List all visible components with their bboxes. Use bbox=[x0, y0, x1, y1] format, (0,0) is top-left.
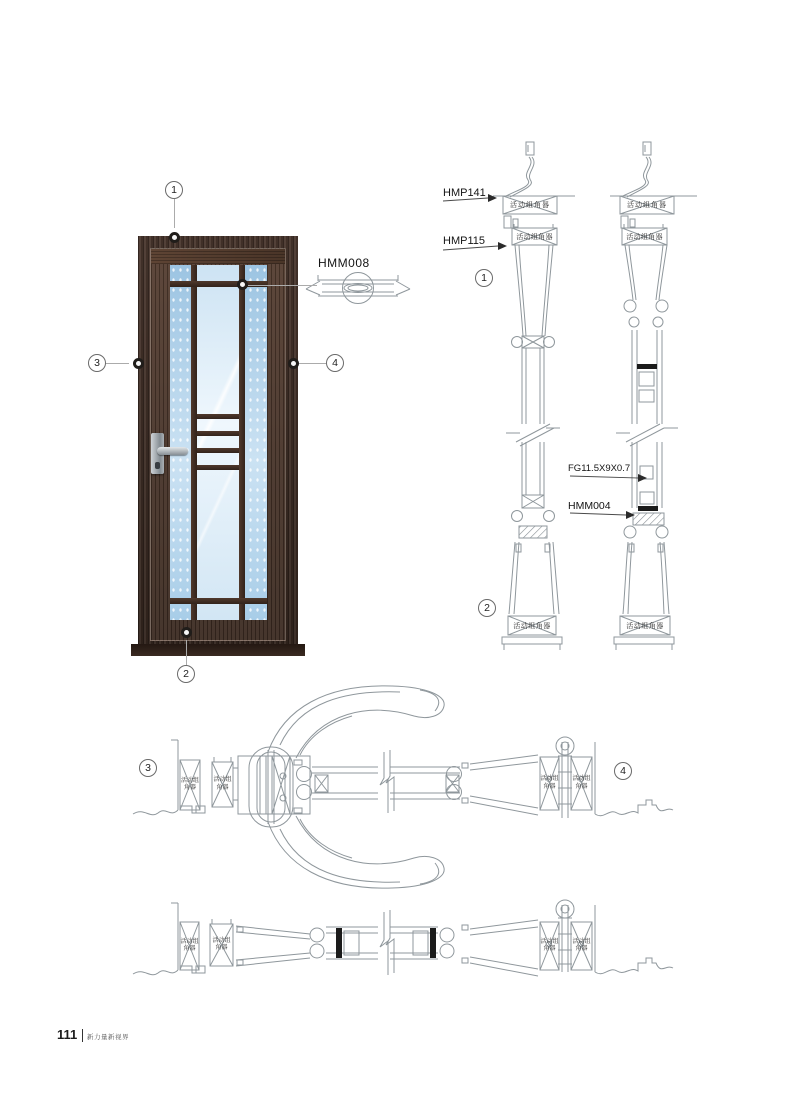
label-hmm004: HMM004 bbox=[568, 500, 611, 512]
label-hmm008: HMM008 bbox=[318, 256, 370, 270]
corner-connector-label: 活动组角器 bbox=[626, 622, 664, 630]
muntin-horizontal-bottom bbox=[170, 598, 267, 604]
muntin-horizontal-top bbox=[170, 281, 267, 287]
callout-2-number: 2 bbox=[183, 668, 189, 680]
muntin-detail-drawing bbox=[306, 273, 410, 304]
callout-1-section bbox=[475, 269, 493, 287]
door-keyhole bbox=[155, 462, 160, 469]
callout-3-number: 3 bbox=[94, 357, 100, 369]
corner-connector-label: 活动组角器 bbox=[513, 622, 551, 630]
footer-brand-text: 新力量新视界 bbox=[87, 1034, 129, 1041]
callout-4-section bbox=[614, 762, 632, 780]
label-glazing-bead: FG11.5X9X0.7 bbox=[568, 463, 631, 474]
corner-connector-label: 活动组角器 bbox=[626, 233, 663, 241]
anchor-dot-3 bbox=[133, 358, 144, 369]
callout-1-elevation bbox=[165, 181, 183, 199]
corner-connector-label: 活动组角器 bbox=[213, 777, 232, 791]
vertical-section-b bbox=[610, 142, 697, 650]
callout-4-number: 4 bbox=[332, 357, 338, 369]
anchor-dot-1 bbox=[169, 232, 180, 243]
anchor-dot-2 bbox=[181, 627, 192, 638]
leader-line-4 bbox=[299, 363, 326, 364]
footer-divider bbox=[82, 1029, 83, 1042]
corner-connector-label: 活动组角器 bbox=[212, 937, 231, 951]
corner-connector-label: 活动组角器 bbox=[540, 776, 559, 790]
leader-line-3 bbox=[106, 363, 129, 364]
leader-line-2 bbox=[186, 640, 187, 665]
glass-center-panel bbox=[197, 265, 239, 620]
callout-2-elevation bbox=[177, 665, 195, 683]
callout-1-number: 1 bbox=[171, 184, 177, 196]
door-sill bbox=[131, 644, 305, 656]
muntin-ladder-bar bbox=[197, 448, 239, 453]
corner-connector-label: 活动组角器 bbox=[180, 938, 199, 952]
corner-connector-label: 活动组角器 bbox=[540, 938, 559, 952]
callout-2-section-number: 2 bbox=[484, 602, 490, 614]
muntin-vertical-right bbox=[239, 265, 245, 620]
muntin-vertical-left bbox=[191, 265, 197, 620]
callout-3-section bbox=[139, 759, 157, 777]
door-top-rail bbox=[151, 249, 285, 264]
corner-connector-label: 活动组角器 bbox=[572, 776, 591, 790]
anchor-dot-4 bbox=[288, 358, 299, 369]
callout-4-elevation bbox=[326, 354, 344, 372]
vertical-section-a bbox=[493, 142, 575, 650]
muntin-ladder-bar bbox=[197, 431, 239, 436]
callout-4-section-number: 4 bbox=[620, 765, 626, 777]
label-hmp115: HMP115 bbox=[443, 235, 485, 247]
muntin-ladder-bar bbox=[197, 414, 239, 419]
corner-connector-label: 活动组角器 bbox=[516, 233, 553, 241]
corner-connector-label: 活动组角器 bbox=[510, 202, 550, 209]
muntin-ladder-bar bbox=[197, 465, 239, 470]
callout-3-elevation bbox=[88, 354, 106, 372]
door-handle-lever bbox=[157, 447, 188, 455]
footer-page-number: 111 bbox=[57, 1027, 78, 1042]
corner-connector-label: 活动组角器 bbox=[180, 777, 199, 791]
label-hmp141: HMP141 bbox=[443, 187, 486, 199]
leader-line-1 bbox=[174, 199, 175, 228]
callout-3-section-number: 3 bbox=[145, 762, 151, 774]
callout-2-section bbox=[478, 599, 496, 617]
corner-connector-label: 活动组角器 bbox=[627, 202, 667, 209]
corner-connector-label: 活动组角器 bbox=[572, 938, 591, 952]
callout-1-section-number: 1 bbox=[481, 272, 487, 284]
anchor-dot-muntin bbox=[237, 279, 248, 290]
leader-line-muntin bbox=[248, 285, 317, 286]
